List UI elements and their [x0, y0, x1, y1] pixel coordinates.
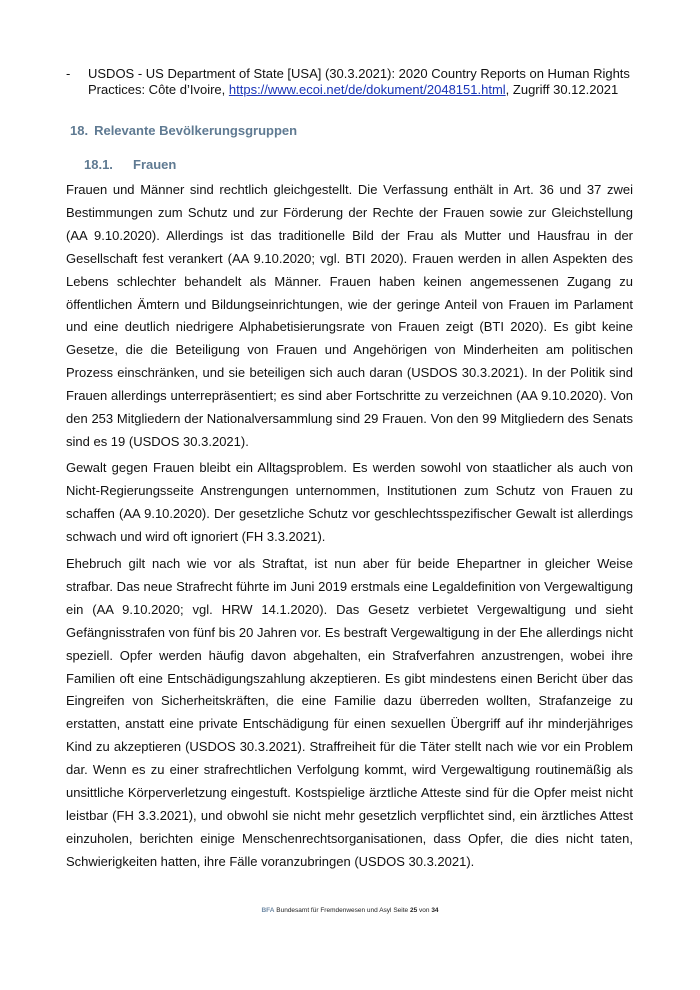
footer-page-total: 34: [431, 907, 439, 914]
section-number: 18.: [70, 123, 89, 138]
subsection-heading: [84, 157, 176, 173]
footer-page-current: 25: [409, 907, 418, 914]
page-footer: [0, 907, 700, 914]
source-citation: [88, 66, 646, 98]
subsection-number: 18.1.: [84, 157, 113, 172]
footer-page-label: Seite: [393, 907, 409, 914]
source-link[interactable]: https://www.ecoi.net/de/dokument/2048151.html: [228, 82, 506, 97]
bfa-logo: BFA: [261, 907, 275, 914]
subsection-title: Frauen: [133, 157, 177, 172]
source-text: USDOS - US Department of State [USA] (30.3.2021): 2020 Country Reports on Human Rights Practices: Côte d’Ivoire,: [88, 66, 630, 97]
body-paragraph: Gewalt gegen Frauen bleibt ein Alltagsproblem. Es werden sowohl von staatlicher als auch von Nicht-Regierungsseite Anstrengungen unternommen, Institutionen zum Schutz von Frauen zu schaffen (AA 9.10.2020). Der gesetzliche Schutz vor geschlechtsspezifischer Gewalt ist allerdings schwach und wird oft ignoriert (FH 3.3.2021).: [66, 460, 633, 544]
footer-org-name: Bundesamt für Fremdenwesen und Asyl: [276, 907, 392, 914]
section-title: Relevante Bevölkerungsgruppen: [94, 123, 298, 138]
list-bullet: -: [66, 66, 71, 81]
footer-page-of: von: [419, 907, 430, 914]
source-access-date: , Zugriff 30.12.2021: [505, 82, 619, 97]
body-paragraph: Ehebruch gilt nach wie vor als Straftat, ist nun aber für beide Ehepartner in gleicher Weise strafbar. Das neue Strafrecht führte im Juni 2019 erstmals eine Legaldefinition von Vergewaltigung ein (AA 9.10.2020; vgl. HRW 14.1.2020). Das Gesetz verbietet Vergewaltigung und sieht Gefängnisstrafen von fünf bis 20 Jahren vor. Es bestraft Vergewaltigung in der Ehe allerdings nicht speziell. Opfer werden häufig davon abgehalten, ein Strafverfahren anzustrengen, wobei ihre Familien oft eine Entschädigungszahlung akzeptieren. Es gibt mindestens einen Bericht über das Eingreifen von Sicherheitskräften, die eine Familie dazu überreden wollten, Strafanzeige zu erstatten, anstatt eine private Entschädigung für einen sexuellen Übergriff auf ihr minderjähriges Kind zu akzeptieren (USDOS 30.3.2021). Straffreiheit für die Täter stellt nach wie vor ein Problem dar. Wenn es zu einer strafrechtlichen Verfolgung kommt, wird Vergewaltigung routinemäßig als unsittliche Körperverletzung eingestuft. Kostspielige ärztliche Atteste sind für die Opfer meist nicht leistbar (FH 3.3.2021), und obwohl sie nicht mehr gesetzlich verpflichtet sind, ein ärztliches Attest einzuholen, berichten einige Menschenrechtsorganisationen, dass Opfer, die dies nicht taten, Schwierigkeiten hatten, ihre Fälle voranzubringen (USDOS 30.3.2021).: [66, 556, 633, 869]
section-heading: [70, 123, 297, 139]
body-paragraph: Frauen und Männer sind rechtlich gleichgestellt. Die Verfassung enthält in Art. 36 und 37 zwei Bestimmungen zum Schutz und zur Förderung der Rechte der Frauen sowie zur Gleichstellung (AA 9.10.2020). Allerdings ist das traditionelle Bild der Frau als Mutter und Hausfrau in der Gesellschaft fest verankert (AA 9.10.2020; vgl. BTI 2020). Frauen werden in allen Aspekten des Lebens schlechter behandelt als Männer. Frauen haben keinen angemessenen Zugang zu öffentlichen Ämtern und Bildungseinrichtungen, wie der geringe Anteil von Frauen im Parlament und eine deutlich niedrigere Alphabetisierungsrate von Frauen zeigt (BTI 2020). Es gibt keine Gesetze, die die Beteiligung von Frauen und Angehörigen von Minderheiten am politischen Prozess einschränken, und sie beteiligen sich auch daran (USDOS 30.3.2021). In der Politik sind Frauen allerdings unterrepräsentiert; es sind aber Fortschritte zu verzeichnen (AA 9.10.2020). Von den 253 Mitgliedern der Nationalversammlung sind 29 Frauen. Von den 99 Mitgliedern des Senats sind es 19 (USDOS 30.3.2021).: [66, 182, 633, 449]
source-list-item: [66, 66, 646, 98]
